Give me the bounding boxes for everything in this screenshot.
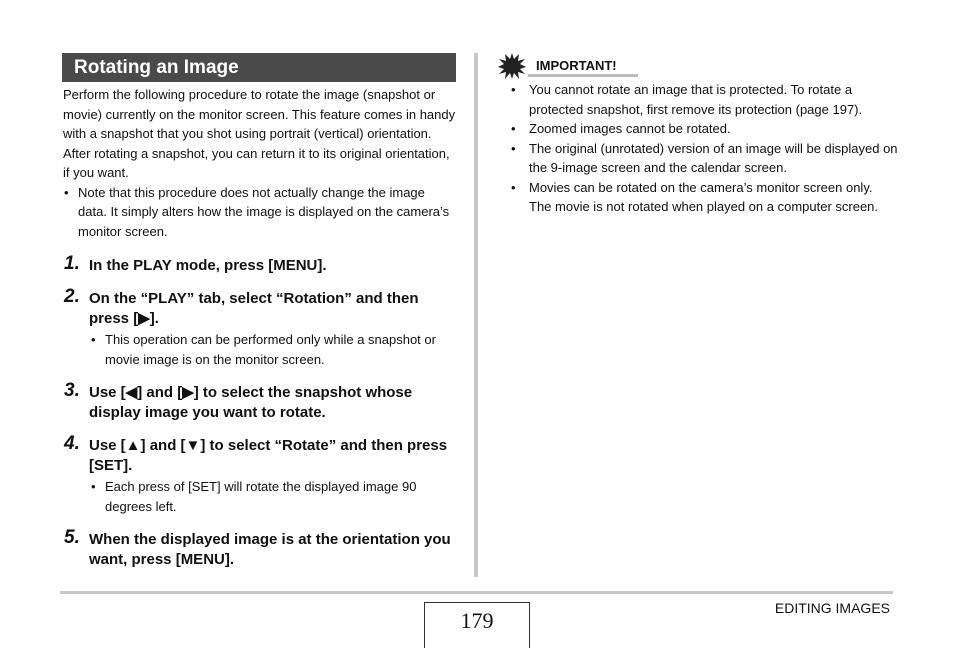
step-text: On the “PLAY” tab, select “Rotation” and then press [▶]. <box>89 290 419 327</box>
step-text: Use [▲] and [▼] to select “Rotate” and then press [SET]. <box>89 437 448 474</box>
step-2 <box>62 286 456 329</box>
step-text: In the PLAY mode, press [MENU]. <box>89 257 327 274</box>
step-2-notes <box>89 330 456 369</box>
important-item: • Movies can be rotated on the camera’s monitor screen only. The movie is not rotated when played on a computer screen. <box>509 178 898 217</box>
step-number: 1. <box>64 253 80 274</box>
right-column <box>498 53 898 217</box>
important-list <box>509 80 898 217</box>
important-header <box>498 53 898 79</box>
important-label: IMPORTANT! <box>536 58 617 73</box>
step-5 <box>62 527 456 570</box>
step-number: 3. <box>64 380 80 401</box>
intro-paragraph: Perform the following procedure to rotate the image (snapshot or movie) currently on the monitor screen. This feature comes in handy with a snapshot that you shot using portrait (vertical) orientation. After rotating a snapshot, you can return it to its original orientation, if you want. <box>63 87 456 180</box>
important-item: • Zoomed images cannot be rotated. <box>509 119 898 139</box>
intro-notes <box>62 183 456 242</box>
step-1 <box>62 253 456 276</box>
step-4-notes <box>89 477 456 516</box>
step-number: 4. <box>64 433 80 454</box>
intro-note: • Note that this procedure does not actually change the image data. It simply alters how the image is displayed on the camera’s monitor screen. <box>62 183 456 242</box>
left-column <box>62 53 456 570</box>
important-item: • The original (unrotated) version of an image will be displayed on the 9-image screen and the calendar screen. <box>509 139 898 178</box>
step-text: When the displayed image is at the orientation you want, press [MENU]. <box>89 531 451 568</box>
step-number: 5. <box>64 527 80 548</box>
section-heading: Rotating an Image <box>62 53 456 82</box>
step-note: • Each press of [SET] will rotate the displayed image 90 degrees left. <box>89 477 456 516</box>
important-item: • You cannot rotate an image that is protected. To rotate a protected snapshot, first remove its protection (page 197). <box>509 80 898 119</box>
step-number: 2. <box>64 286 80 307</box>
step-4 <box>62 433 456 476</box>
step-text: Use [◀] and [▶] to select the snapshot whose display image you want to rotate. <box>89 384 413 421</box>
step-note: • This operation can be performed only while a snapshot or movie image is on the monitor screen. <box>89 330 456 369</box>
page-number: 179 <box>424 602 530 648</box>
section-label: EDITING IMAGES <box>774 600 890 616</box>
column-divider <box>474 53 478 577</box>
step-3 <box>62 380 456 423</box>
footer-divider <box>60 591 893 594</box>
important-underline <box>528 74 638 77</box>
starburst-icon <box>498 53 526 79</box>
